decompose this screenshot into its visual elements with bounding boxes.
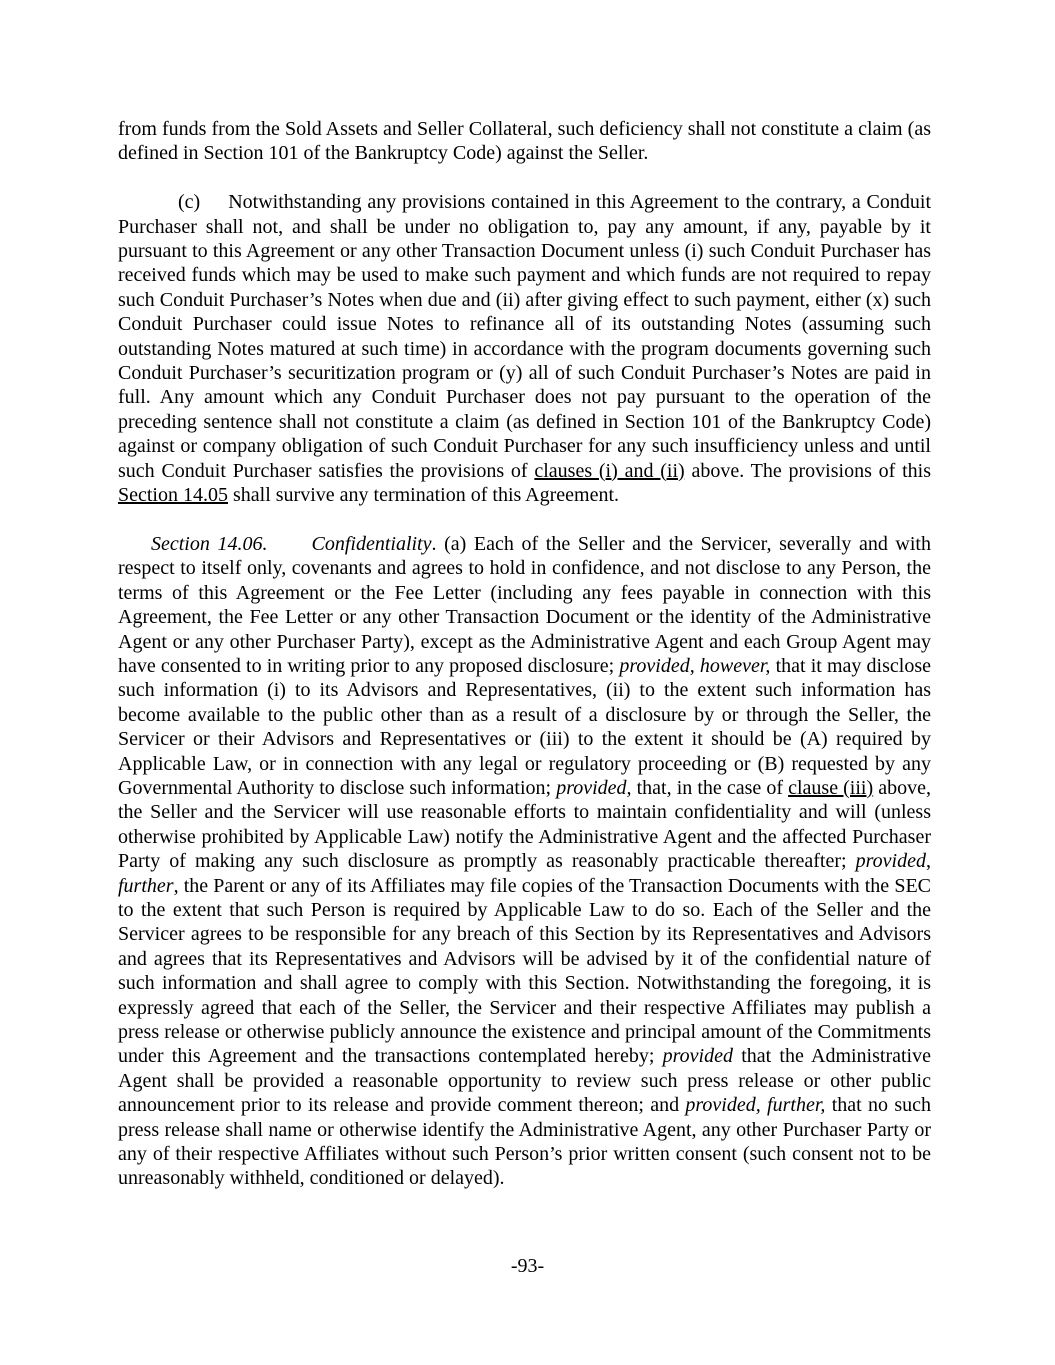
text-run-italic: provided,: [556, 776, 632, 799]
text-run-italic: further: [118, 874, 174, 897]
text-run-normal: that it may disclose such information (i) to its Advisors and Representatives, (ii) to the extent such information has become available to the public other than as a result of a disclosure by or through the Seller, the Servicer or their Advisors and Representatives or (iii) to the extent it should be (A) required by Applicable Law, or in connection with any legal or regulatory proceeding or (B) requested by any Governmental Authority to disclose such information;: [118, 654, 931, 799]
text-run-normal: , the Parent or any of its Affiliates may file copies of the Transaction Documents with the SEC to the extent that such Person is required by Applicable Law to do so. Each of the Seller and the Servicer agrees to be responsible for any breach of this Section by its Representatives and Advisors and agrees that its Representatives and Advisors will be advised by it of the confidential nature of such information and shall agree to comply with this Section. Notwithstanding the foregoing, it is expressly agreed that each of the Seller, the Servicer and their respective Affiliates may publish a press release or otherwise publicly announce the existence and principal amount of the Commitments under this Agreement and the transactions contemplated hereby;: [118, 874, 931, 1068]
section-14-06-paragraph: [118, 532, 931, 1191]
text-run-underline: clauses (i) and (ii): [534, 459, 685, 482]
text-run-normal: ,: [926, 850, 931, 873]
text-run-normal: from funds from the Sold Assets and Seller Collateral, such deficiency shall not constitute a claim (as defined in Section 101 of the Bankruptcy Code) against the Seller.: [118, 118, 931, 165]
text-run-normal: shall survive any termination of this Agreement.: [228, 484, 620, 507]
text-run-normal: that, in the case of: [631, 776, 789, 799]
text-run-underline: clause (iii): [788, 776, 874, 799]
text-run-italic: provided: [855, 850, 926, 873]
text-run-normal: above. The provisions of this: [684, 459, 931, 482]
text-run-italic: Section 14.06.: [151, 532, 268, 555]
text-run-italic: Confidentiality: [311, 532, 432, 555]
paragraph-c: [118, 190, 931, 507]
text-run-normal: (c): [178, 191, 201, 214]
text-run-italic: provided, however,: [619, 654, 771, 677]
text-run-italic: provided, further,: [685, 1094, 826, 1117]
text-run-normal: above, the Seller and the Servicer will use reasonable efforts to maintain confidentiality and will (unless otherwise prohibited by Applicable Law) notify the Administrative Agent and the affected Purchaser Party of making any such disclosure as promptly as reasonably practicable thereafter;: [118, 776, 931, 873]
text-run-normal: . (a) Each of the Seller and the Servicer, severally and with respect to itself only, covenants and agrees to hold in confidence, and not disclose to any Person, the terms of this Agreement or the Fee Letter (including any fees payable in connection with this Agreement, the Fee Letter or any other Transaction Document or the identity of the Administrative Agent or any other Purchaser Party), except as the Administrative Agent and each Group Agent may have consented to in writing prior to any proposed disclosure;: [118, 532, 931, 677]
text-run-underline: Section 14.05: [118, 484, 228, 507]
text-run-normal: that the Administrative Agent shall be provided a reasonable opportunity to review such press release or other public announcement prior to its release and provide comment thereon; and: [118, 1045, 931, 1117]
continuation-paragraph: [118, 117, 931, 166]
text-run-normal: Notwithstanding any provisions contained in this Agreement to the contrary, a Conduit Purchaser shall not, and shall be under no obligation to, pay any amount, if any, payable by it pursuant to this Agreement or any other Transaction Document unless (i) such Conduit Purchaser has received funds which may be used to make such payment and which funds are not required to repay such Conduit Purchaser’s Notes when due and (ii) after giving effect to such payment, either (x) such Conduit Purchaser could issue Notes to refinance all of its outstanding Notes (assuming such outstanding Notes matured at such time) in accordance with the program documents governing such Conduit Purchaser’s securitization program or (y) all of such Conduit Purchaser’s Notes are paid in full. Any amount which any Conduit Purchaser does not pay pursuant to the operation of the preceding sentence shall not constitute a claim (as defined in Section 101 of the Bankruptcy Code) against or company obligation of such Conduit Purchaser for any such insufficiency unless and until such Conduit Purchaser satisfies the provisions of: [118, 191, 931, 482]
text-run-italic: provided: [662, 1045, 733, 1068]
page-number: -93-: [510, 1255, 545, 1277]
document-body: [118, 117, 931, 1215]
text-run-normal: that no such press release shall name or otherwise identify the Administrative Agent, any other Purchaser Party or any of their respective Affiliates without such Person’s prior written consent (such consent not to be unreasonably withheld, conditioned or delayed).: [118, 1094, 931, 1190]
